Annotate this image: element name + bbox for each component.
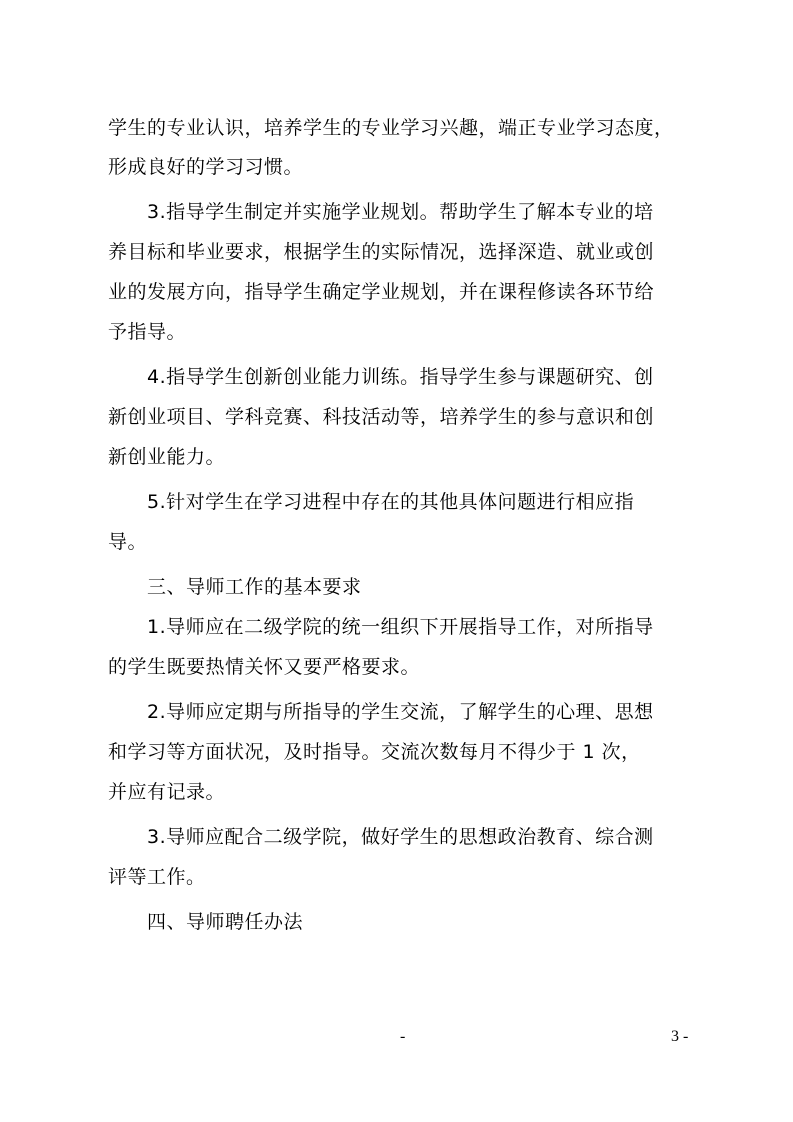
text-line: 学生的专业认识，培养学生的专业学习兴趣，端正专业学习态度， [108, 117, 674, 139]
text-line: 评等工作。 [108, 866, 206, 888]
text-line: 的学生既要热情关怀又要严格要求。 [108, 656, 421, 678]
text-line: 新创业项目、学科竞赛、科技活动等，培养学生的参与意识和创 [108, 406, 655, 428]
text-line: 3.指导学生制定并实施学业规划。帮助学生了解本专业的培 [147, 201, 654, 223]
text-line: 新创业能力。 [108, 446, 226, 468]
text-line: 5.针对学生在学习进程中存在的其他具体问题进行相应指 [147, 491, 635, 513]
section-heading: 三、导师工作的基本要求 [147, 576, 362, 598]
footer-dash: - [400, 1028, 406, 1045]
text-line: 并应有记录。 [108, 781, 226, 803]
text-line: 和学习等方面状况，及时指导。交流次数每月不得少于 1 次， [108, 741, 641, 763]
text-line: 3.导师应配合二级学院，做好学生的思想政治教育、综合测 [147, 826, 654, 848]
text-line: 养目标和毕业要求，根据学生的实际情况，选择深造、就业或创 [108, 241, 655, 263]
text-line: 1.导师应在二级学院的统一组织下开展指导工作，对所指导 [147, 616, 654, 638]
page-number: 3 - [671, 1028, 689, 1045]
text-line: 予指导。 [108, 321, 187, 343]
text-line: 4.指导学生创新创业能力训练。指导学生参与课题研究、创 [147, 366, 654, 388]
text-line: 形成良好的学习习惯。 [108, 156, 304, 178]
text-line: 导。 [108, 531, 148, 553]
text-line: 业的发展方向，指导学生确定学业规划，并在课程修读各环节给 [108, 281, 655, 303]
text-line: 2.导师应定期与所指导的学生交流，了解学生的心理、思想 [147, 701, 654, 723]
section-heading: 四、导师聘任办法 [147, 911, 304, 933]
